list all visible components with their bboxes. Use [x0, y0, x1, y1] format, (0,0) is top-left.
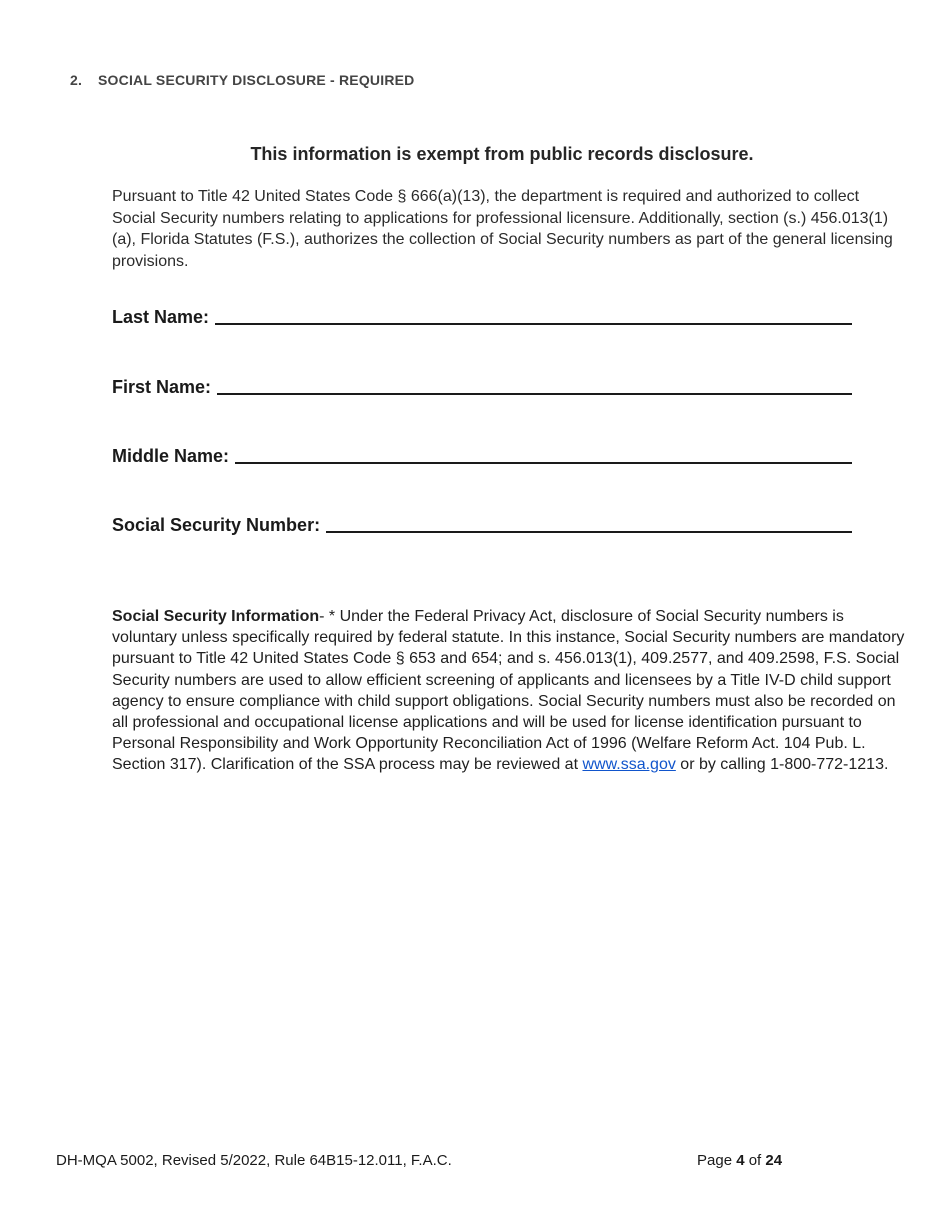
middle-name-field[interactable]	[112, 444, 852, 467]
ss-information-heading: Social Security Information	[112, 608, 320, 625]
first-name-label: First Name:	[112, 377, 212, 397]
last-name-label: Last Name:	[112, 307, 210, 327]
last-name-line[interactable]	[215, 305, 852, 325]
footer-page-number	[697, 1152, 782, 1169]
ss-information-body: - * Under the Federal Privacy Act, disclosure of Social Security numbers is voluntary unless specifically required by federal statute. In this instance, Social Security numbers are mandatory pursuant to Title 42 United States Code § 653 and 654; and s. 456.013(1), 409.2577, and 409.2598, F.S. Social Security numbers are used to allow efficient screening of applicants and licensees by a Title IV-D child support agency to ensure compliance with child support obligations. Social Security numbers must also be recorded on all professional and occupational license applications and will be used for license identification pursuant to Personal Responsibility and Work Opportunity Reconciliation Act of 1996 (Welfare Reform Act. 104 Pub. L. Section 317). Clarification of the SSA process may be reviewed at	[112, 608, 905, 774]
footer-form-id: DH-MQA 5002, Revised 5/2022, Rule 64B15-12.011, F.A.C.	[56, 1152, 452, 1169]
middle-name-line[interactable]	[235, 444, 852, 464]
page-current: 4	[736, 1152, 745, 1169]
ss-information-paragraph	[112, 606, 912, 776]
first-name-field[interactable]	[112, 375, 852, 398]
page-total: 24	[765, 1152, 783, 1169]
section-number: 2.	[70, 72, 83, 88]
ssn-field[interactable]	[112, 513, 852, 536]
page-of: of	[744, 1152, 766, 1169]
section-heading	[70, 72, 414, 88]
ssn-label: Social Security Number:	[112, 515, 321, 535]
ss-information-tail: or by calling 1-800-772-1213.	[675, 756, 889, 774]
intro-paragraph: Pursuant to Title 42 United States Code § 666(a)(13), the department is required and authorized to collect Social Security numbers relating to applications for professional licensure. Additionally, section (s.) 456.013(1)(a), Florida Statutes (F.S.), authorizes the collection of Social Security numbers as part of the general licensing provisions.	[112, 188, 893, 270]
ssn-line[interactable]	[326, 513, 852, 533]
ssa-link[interactable]: www.ssa.gov	[582, 756, 676, 774]
page-prefix: Page	[697, 1152, 737, 1169]
middle-name-label: Middle Name:	[112, 446, 230, 466]
section-title: SOCIAL SECURITY DISCLOSURE - REQUIRED	[98, 72, 415, 88]
last-name-field[interactable]	[112, 305, 852, 328]
first-name-line[interactable]	[217, 375, 852, 395]
exempt-notice: This information is exempt from public records disclosure.	[250, 144, 754, 164]
